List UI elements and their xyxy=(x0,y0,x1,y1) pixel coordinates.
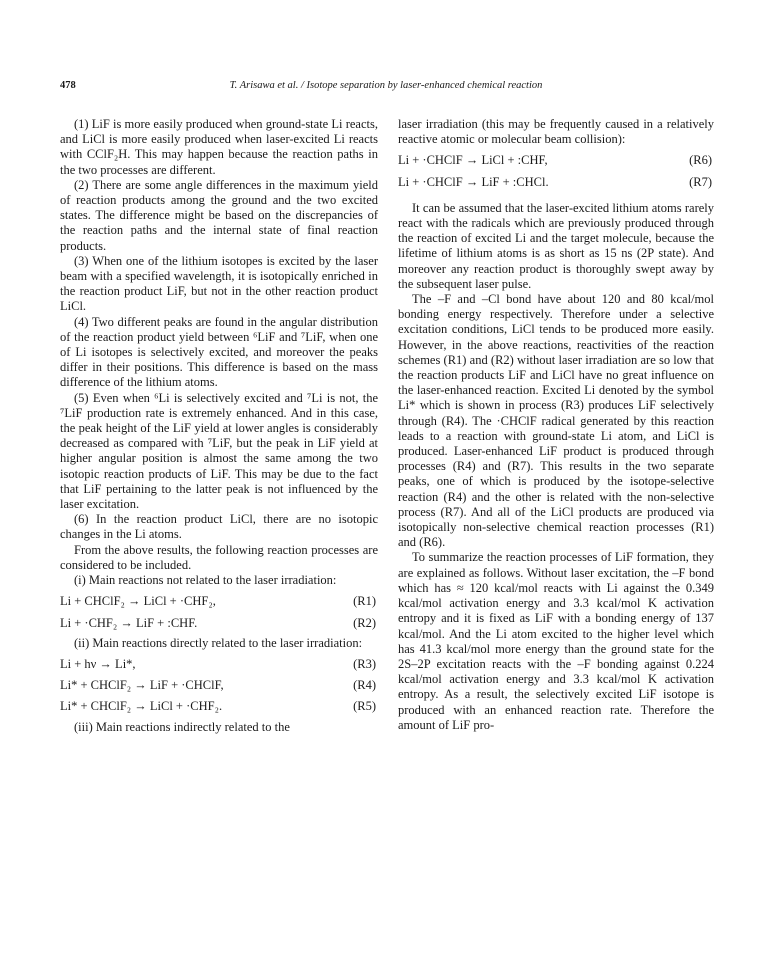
summary-paragraph: To summarize the reaction processes of LiF formation, they are explained as follows. Without laser excitation, the –F bond which has ≈ 120 kcal/mol reacts with Li against the 0.349 kcal/mol activation energy and 3.3 kcal/mol K activation entropy and it is fixed as LiF with a bonding energy of 137 kcal/mol. And the Li atom excited to the higher level which has 41.3 kcal/mol more energy than the ground state for the 2S–2P excitation reacts with the –F bonding against 0.224 kcal/mol activation energy and 3.3 kcal/mol K activation entropy. As a result, the selectively excited LiF isotope is produced with an enhanced reaction rate. Therefore the amount of LiF pro- xyxy=(398,550,714,732)
equation-r2 xyxy=(60,616,378,631)
equation-r1-tag: (R1) xyxy=(353,594,376,609)
reaction-group-ii: (ii) Main reactions directly related to the laser irradiation: xyxy=(74,635,363,650)
finding-3: (3) When one of the lithium isotopes is excited by the laser beam with a specified wavelength, it is isotopically enriched in the reaction product LiF, but not in the other reaction product LiCl. xyxy=(60,253,378,314)
equation-r4 xyxy=(60,678,378,693)
finding-1: (1) LiF is more easily produced when ground-state Li reacts, and LiCl is more easily produced when laser-excited Li reacts with CClF₂H. This may happen because the reaction paths in the two processes are different. xyxy=(60,117,378,177)
reaction-intro: From the above results, the following reaction processes are considered to be included. xyxy=(60,542,378,572)
equation-r6-tag: (R6) xyxy=(689,153,712,168)
equation-r3 xyxy=(60,657,378,672)
equation-r5-text: Li* + CHClF₂ → LiCl + ·CHF₂. xyxy=(60,699,223,714)
equation-r2-tag: (R2) xyxy=(353,615,376,630)
equation-r5 xyxy=(60,699,378,714)
equation-r6 xyxy=(398,153,714,168)
reaction-group-i: (i) Main reactions not related to the laser irradiation: xyxy=(74,573,337,588)
right-column xyxy=(398,117,714,733)
equation-r4-tag: (R4) xyxy=(353,678,376,693)
equation-r3-text: Li + hν → Li*, xyxy=(60,656,136,671)
equation-r4-text: Li* + CHClF₂ → LiF + ·CHClF, xyxy=(60,678,224,693)
lifetime-paragraph: It can be assumed that the laser-excited lithium atoms rarely react with the radicals which are previously produced through the reaction of excited Li and the target molecule, because the lifetime of lithium atoms is as short as 15 ns (2P state). And moreover any reaction product is thoroughly swept away by the subsequent laser pulse. xyxy=(398,200,714,291)
continued-paragraph: laser irradiation (this may be frequently caused in a relatively reactive atomic or molecular beam collision): xyxy=(398,117,714,147)
equation-r6-text: Li + ·CHClF → LiCl + :CHF, xyxy=(398,153,548,168)
finding-4: (4) Two different peaks are found in the angular distribution of the reaction product yield between ⁶LiF and ⁷LiF, when one of Li isotopes is selectively excited, and moreover the peaks differ in their positions. This difference is based on the mass difference of the lithium atoms. xyxy=(60,314,378,390)
finding-5: (5) Even when ⁶Li is selectively excited and ⁷Li is not, the ⁷LiF production rate is extremely enhanced. And in this case, the peak height of the LiF yield at lower angles is considerably decreased as compared with ⁷LiF, but the peak in LiF yield at higher angular position is almost the same among the two isotopic reaction products of LiF. This may be due to the fact that LiF pertaining to the latter peak is not influenced by the laser excitation. xyxy=(60,390,378,512)
bond-energy-paragraph: The –F and –Cl bond have about 120 and 80 kcal/mol bonding energy respectively. Therefore under a selective excitation conditions, LiCl tends to be produced more easily. However, in the above reactions, reactivities of the reaction schemes (R1) and (R2) without laser irradiation are so low that the reaction products LiF and LiCl have no great influence on the laser-enhanced reaction. Excited Li denoted by the symbol Li* which is shown in process (R3) produces LiF selectively through (R4). The ·CHClF radical generated by this reaction leads to a reaction with ground-state Li atom, and LiCl is produced. Laser-enhanced LiF product is produced through processes (R4) and (R7). This results in the two separate peaks, one of which is produced by the isotope-selective reaction (R4) and the other is related with the non-selective process (R7). And all of the LiCl products are produced via isotopically non-selective chemical reaction processes (R1) and (R6). xyxy=(398,292,714,550)
finding-2: (2) There are some angle differences in the maximum yield of reaction products among the ground and the two excited states. The difference might be based on the discrepancies of the reaction paths and the internal state of final reaction products. xyxy=(60,177,378,253)
running-title: T. Arisawa et al. / Isotope separation by laser-enhanced chemical reaction xyxy=(229,80,543,91)
equation-r1-text: Li + CHClF₂ → LiCl + ·CHF₂, xyxy=(60,594,216,609)
page-header xyxy=(60,80,712,96)
left-column xyxy=(60,117,378,735)
page-number: 478 xyxy=(60,80,76,91)
equation-r2-text: Li + ·CHF₂ → LiF + :CHF. xyxy=(60,615,198,630)
equation-r1 xyxy=(60,594,378,609)
equation-r7-text: Li + ·CHClF → LiF + :CHCl. xyxy=(398,174,549,189)
equation-r7-tag: (R7) xyxy=(689,174,712,189)
equation-r5-tag: (R5) xyxy=(353,699,376,714)
equation-r7 xyxy=(398,175,714,190)
finding-6: (6) In the reaction product LiCl, there are no isotopic changes in the Li atoms. xyxy=(60,512,378,542)
equation-r3-tag: (R3) xyxy=(353,656,376,671)
reaction-group-iii: (iii) Main reactions indirectly related to the xyxy=(74,719,290,734)
